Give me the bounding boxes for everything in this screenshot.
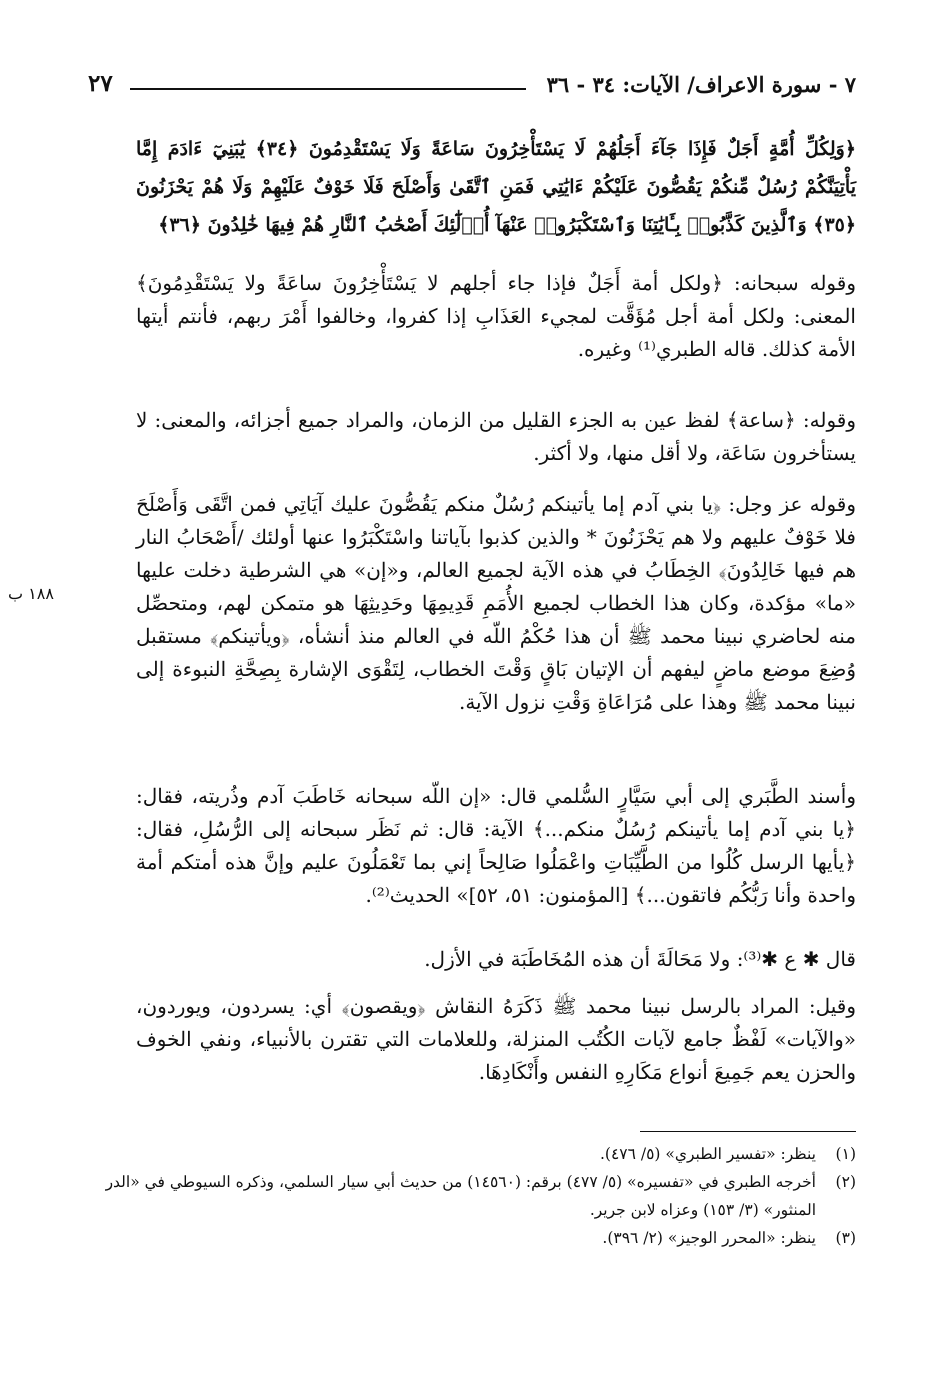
- footnote-3: [96, 1224, 856, 1252]
- running-header: [88, 68, 856, 108]
- footnotes: [96, 1140, 856, 1252]
- manuscript-margin-note: ١٨٨ ب: [8, 584, 54, 603]
- paragraph-text: وقوله: ﴿ساعة﴾ لفظ عين به الجزء القليل من الزمان، والمراد جميع أجزائه، والمعنى: لا يستأخرون سَاعَة، ولا أقل منها، ولا أكثر.: [136, 408, 856, 465]
- footnote-separator: [640, 1131, 856, 1132]
- footnote-text: أخرجه الطبري في «تفسيره» (٥/ ٤٧٧) برقم: (١٤٥٦٠) من حديث أبي سيار السلمي، وذكره السيوطي في «الدر المنثور» (٣/ ١٥٣) وعزاه لابن جرير.: [105, 1173, 816, 1219]
- paragraph-text: وقيل: المراد بالرسل نبينا محمد ﷺ ذَكَرَهُ النقاش ﴿ويقصون﴾ أي: يسردون، ويوردون، «والآيات» لَفْظٌ جامع لآيات الكُتُب المنزلة، وللعلامات التي تقترن بالأنبياء، ونفي الخوف والحزن يعم جَمِيعَ أنواع مَكَارِهِ النفس وأَنْكَادِهَا.: [136, 994, 856, 1084]
- footnote-text: ينظر: «تفسير الطبري» (٥/ ٤٧٦).: [599, 1145, 816, 1163]
- paragraph-2: [136, 404, 856, 470]
- paragraph-3: [136, 488, 856, 719]
- header-rule: [130, 88, 526, 90]
- quran-verses: ﴿وَلِكُلِّ أُمَّةٍ أَجَلٌ فَإِذَا جَآءَ أَجَلُهُمْ لَا يَسْتَأْخِرُونَ سَاعَةً وَلَا يَسْتَقْدِمُونَ ﴿٣٤﴾ يَٰبَنِيٓ ءَادَمَ إِمَّا يَأْتِيَنَّكُمْ رُسُلٌ مِّنكُمْ يَقُصُّونَ عَلَيْكُمْ ءَايَٰتِي فَمَنِ ٱتَّقَىٰ وَأَصْلَحَ فَلَا خَوْفٌ عَلَيْهِمْ وَلَا هُمْ يَحْزَنُونَ ﴿٣٥﴾ وَٱلَّذِينَ كَذَّبُوا۟ بِـَٔايَٰتِنَا وَٱسْتَكْبَرُوا۟ عَنْهَآ أُو۟لَٰٓئِكَ أَصْحَٰبُ ٱلنَّارِ هُمْ فِيهَا خَٰلِدُونَ ﴿٣٦﴾: [136, 138, 856, 236]
- footnote-2: [96, 1168, 856, 1224]
- footnote-1: [96, 1140, 856, 1168]
- paragraph-6: [136, 990, 856, 1089]
- header-title: ٧ - سورة الاعراف/ الآيات: ٣٤ - ٣٦: [546, 72, 856, 97]
- paragraph-text: وقوله عز وجل: ﴿يا بني آدم إما يأتينكم رُسُلٌ منكم يَقُصُّونَ عليك آيَاتِي فمن اتَّقَى وَأَصْلَحَ فلا خَوْفٌ عليهم ولا هم يَحْزَنُونَ * والذين كذبوا بآياتنا واسْتَكْبَرُوا عنها أولئك /أَصْحَابُ النار هم فيها خَالِدُونَ﴾ الخِطَابُ في هذه الآية لجميع العالم، و«إن» هي الشرطية دخلت عليها «ما» مؤكدة، وكان هذا الخطاب لجميع الأُمَمِ قَدِيمِهَا وحَدِيثِهَا هو متمكن لهم، ومتحصِّل منه لحاضري نبينا محمد ﷺ أن هذا حُكْمُ اللّه في العالم منذ أنشأه، ﴿ويأتينكم﴾ مستقبل وُضِعَ موضع ماضٍ ليفهم أن الإتيان بَاقٍ وَقْتَ الخطاب، لِتَقْوَى الإشارة بِصِحَّةِ النبوءة إلى نبينا محمد ﷺ وهذا على مُرَاعَاةِ وَقْتِ نزول الآية.: [136, 492, 856, 714]
- paragraph-text: وقوله سبحانه: ﴿ولكل أمة أَجَلٌ فإذا جاء أجلهم لا يَسْتَأْخِرُونَ ساعَةً ولا يَسْتَقْدِمُونَ﴾ المعنى: ولكل أمة أجل مُؤَقَّت لمجيء العَذَابِ إذا كفروا، وخالفوا أَمْرَ ربهم، فأنتم أيتها الأمة كذلك. قاله الطبري⁽¹⁾ وغيره.: [136, 271, 856, 361]
- paragraph-text: وأسند الطَّبَري إلى أبي سَيَّارٍ السُّلمي قال: «إن اللّه سبحانه خَاطَبَ آدم وذُريته، فقال: ﴿يا بني آدم إما يأتينكم رُسُلٌ منكم...﴾ الآية: قال: ثم نَظَر سبحانه إلى الرُّسُلِ، فقال: ﴿يأيها الرسل كُلُوا من الطَّيِّبَاتِ واعْمَلُوا صَالِحاً إني بما تَعْمَلُونَ عليم وإنَّ هذه أمتكم أمة واحدة وأنا رَبُّكُم فاتقون...﴾ [المؤمنون: ٥١، ٥٢]» الحديث⁽²⁾.: [136, 784, 856, 907]
- page-number: ٢٧: [88, 70, 113, 97]
- paragraph-5: [136, 943, 856, 976]
- footnote-number: (٢): [835, 1173, 856, 1191]
- paragraph-1: [136, 267, 856, 366]
- footnote-number: (٣): [835, 1229, 856, 1247]
- paragraph-text: قال ✱ ع ✱⁽³⁾: ولا مَحَالَةَ أن هذه المُخَاطَبَة في الأزل.: [424, 947, 856, 971]
- quran-verses-block: [136, 130, 856, 244]
- footnote-text: ينظر: «المحرر الوجيز» (٢/ ٣٩٦).: [602, 1229, 816, 1247]
- paragraph-4: [136, 780, 856, 912]
- footnote-number: (١): [835, 1145, 856, 1163]
